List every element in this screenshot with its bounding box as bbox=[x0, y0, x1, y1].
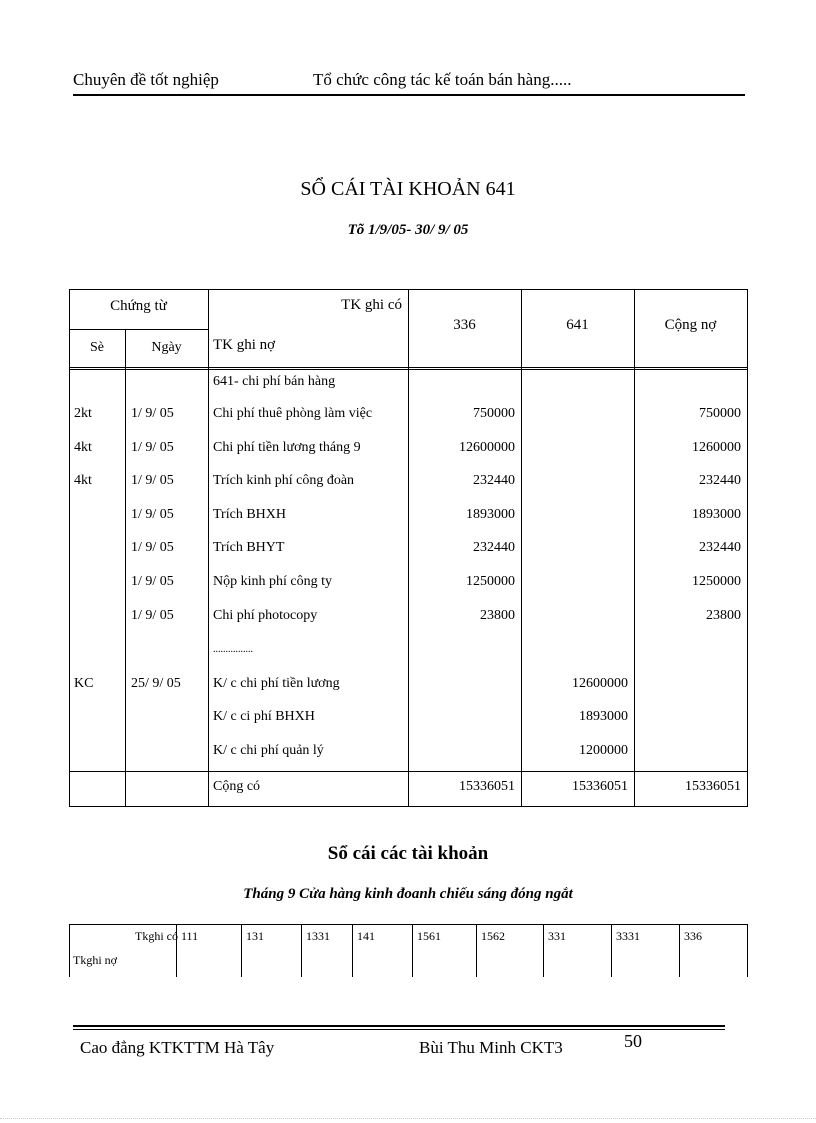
accounts-credit-label: Tkghi có bbox=[135, 929, 178, 943]
row-date: 1/ 9/ 05 bbox=[131, 574, 174, 589]
row-description: K/ c chi phí quản lý bbox=[213, 743, 324, 758]
header-left: Chuyên đề tốt nghiệp bbox=[73, 70, 219, 89]
totals-total: 15336051 bbox=[685, 779, 741, 794]
row-amount-336: 12600000 bbox=[459, 440, 515, 455]
accounts-col-1562: 1562 bbox=[481, 929, 505, 943]
accounts-col-3331: 3331 bbox=[616, 929, 640, 943]
header-col-total: Cộng nợ bbox=[664, 317, 717, 333]
header-credit-account: TK ghi có bbox=[341, 297, 402, 313]
row-amount-336: 232440 bbox=[473, 473, 515, 488]
totals-label: Cộng có bbox=[213, 779, 261, 794]
footer-rule-top bbox=[73, 1025, 725, 1027]
row-date: 1/ 9/ 05 bbox=[131, 440, 174, 455]
row-amount-336: 232440 bbox=[473, 540, 515, 555]
header-right: Tổ chức công tác kế toán bán hàng..... bbox=[313, 70, 572, 89]
accounts-col-1561: 1561 bbox=[417, 929, 441, 943]
header-col-336: 336 bbox=[453, 317, 476, 333]
row-description: K/ c chi phí tiền lương bbox=[213, 676, 340, 691]
accounts-col-131: 131 bbox=[246, 929, 264, 943]
row-amount-336: 1893000 bbox=[466, 507, 515, 522]
accounts-col-331: 331 bbox=[548, 929, 566, 943]
row-amount-641: 1893000 bbox=[579, 709, 628, 724]
ledger-period: Tõ 1/9/05- 30/ 9/ 05 bbox=[347, 222, 469, 238]
totals-641: 15336051 bbox=[572, 779, 628, 794]
footer-rule-bottom bbox=[73, 1029, 725, 1030]
row-amount-336: 23800 bbox=[480, 608, 515, 623]
section-label: 641- chi phí bán hàng bbox=[213, 374, 336, 389]
row-amount-total: 750000 bbox=[699, 406, 741, 421]
row-amount-336: 1250000 bbox=[466, 574, 515, 589]
row-amount-total: 1893000 bbox=[692, 507, 741, 522]
row-description: ................ bbox=[213, 644, 253, 655]
row-description: Chi phí photocopy bbox=[213, 608, 318, 623]
footer-author: Bùi Thu Minh CKT3 bbox=[419, 1038, 563, 1057]
footer-school: Cao đẳng KTKTTM Hà Tây bbox=[80, 1038, 275, 1057]
row-description: Trích BHXH bbox=[213, 507, 286, 522]
row-amount-total: 232440 bbox=[699, 473, 741, 488]
row-number: 4kt bbox=[74, 473, 92, 488]
row-description: K/ c ci phí BHXH bbox=[213, 709, 315, 724]
header-col-641: 641 bbox=[566, 317, 589, 333]
row-date: 1/ 9/ 05 bbox=[131, 406, 174, 421]
row-number: 4kt bbox=[74, 440, 92, 455]
row-description: Chi phí thuê phòng làm việc bbox=[213, 406, 373, 421]
row-amount-336: 750000 bbox=[473, 406, 515, 421]
page-bottom-edge bbox=[0, 1118, 816, 1119]
accounts-debit-label: Tkghi nợ bbox=[73, 953, 118, 967]
totals-336: 15336051 bbox=[459, 779, 515, 794]
row-date: 1/ 9/ 05 bbox=[131, 608, 174, 623]
accounts-col-336: 336 bbox=[684, 929, 702, 943]
header-debit-account: TK ghi nợ bbox=[213, 337, 276, 353]
row-description: Chi phí tiền lương tháng 9 bbox=[213, 440, 361, 455]
accounts-subtitle: Tháng 9 Cửa hàng kinh đoanh chiếu sáng đóng ngắt bbox=[243, 886, 573, 902]
accounts-col-111: 111 bbox=[181, 929, 199, 943]
row-amount-641: 1200000 bbox=[579, 743, 628, 758]
row-amount-total: 23800 bbox=[706, 608, 741, 623]
row-description: Nộp kinh phí công ty bbox=[213, 574, 332, 589]
header-date: Ngày bbox=[151, 340, 182, 355]
row-amount-641: 12600000 bbox=[572, 676, 628, 691]
row-amount-total: 1250000 bbox=[692, 574, 741, 589]
row-description: Trích BHYT bbox=[213, 540, 285, 555]
row-description: Trích kinh phí công đoàn bbox=[213, 473, 355, 488]
ledger-title: SỔ CÁI TÀI KHOẢN 641 bbox=[300, 178, 516, 200]
accounts-col-141: 141 bbox=[357, 929, 375, 943]
header-rule bbox=[73, 94, 745, 96]
row-date: 1/ 9/ 05 bbox=[131, 507, 174, 522]
header-voucher: Chứng từ bbox=[110, 298, 167, 314]
row-number: 2kt bbox=[74, 406, 92, 421]
row-date: 1/ 9/ 05 bbox=[131, 473, 174, 488]
row-date: 25/ 9/ 05 bbox=[131, 676, 181, 691]
accounts-col-1331: 1331 bbox=[306, 929, 330, 943]
header-number: Sè bbox=[90, 340, 104, 355]
row-amount-total: 232440 bbox=[699, 540, 741, 555]
row-date: 1/ 9/ 05 bbox=[131, 540, 174, 555]
row-number: KC bbox=[74, 676, 94, 691]
accounts-title: Sổ cái các tài khoản bbox=[327, 843, 489, 864]
row-amount-total: 1260000 bbox=[692, 440, 741, 455]
page-number: 50 bbox=[624, 1031, 642, 1051]
